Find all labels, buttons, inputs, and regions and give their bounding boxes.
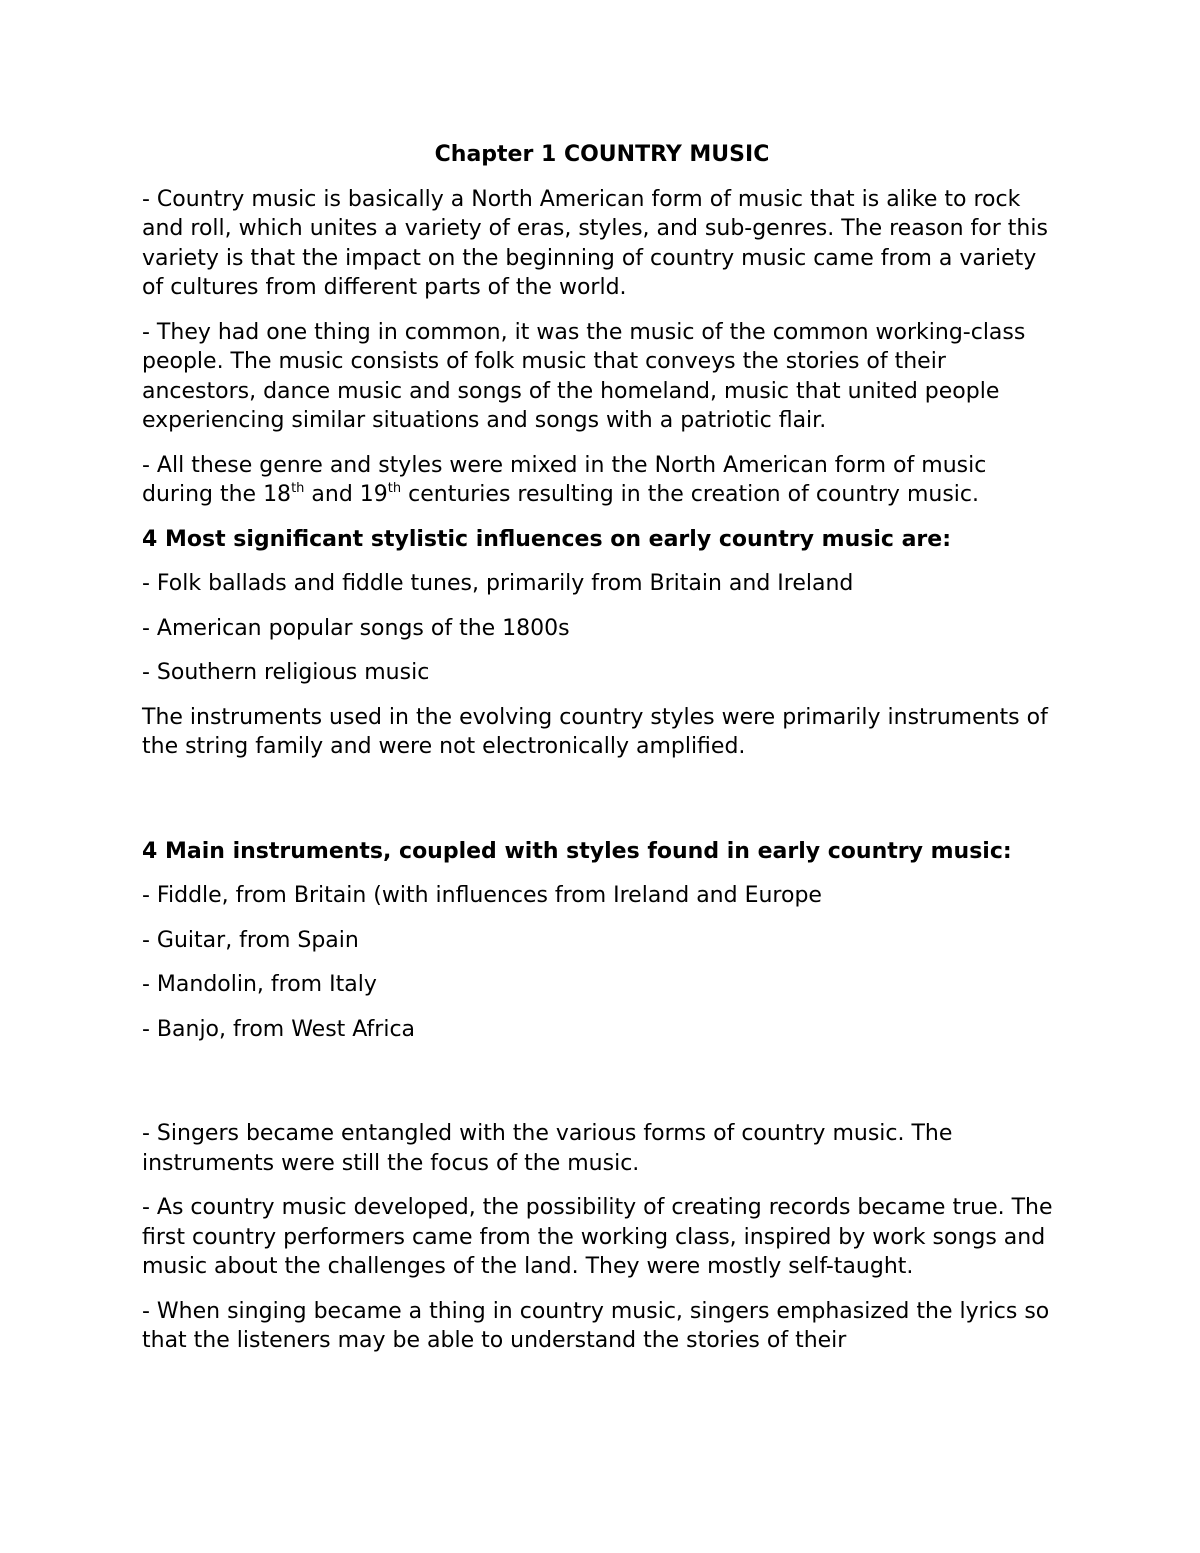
centuries-paragraph bbox=[142, 451, 1062, 510]
influence-item: - Folk ballads and fiddle tunes, primarily from Britain and Ireland bbox=[142, 571, 854, 596]
instrument-item: - Guitar, from Spain bbox=[142, 927, 359, 953]
influences-heading: 4 Most significant stylistic influences on early country music are: bbox=[142, 526, 951, 552]
chapter-title: Chapter 1 COUNTRY MUSIC bbox=[434, 142, 770, 167]
superscript-th-1: th bbox=[291, 481, 305, 496]
spacer bbox=[142, 777, 1062, 837]
intro-paragraph-1: - Country music is basically a North American form of music that is alike to rock and roll, which unites a variety of eras, styles, and sub-genres. The reason for this variety is that the impact on the beginning of country music came from a variety of cultures from different parts of the world. bbox=[142, 186, 1048, 300]
instruments-intro: The instruments used in the evolving country styles were primarily instruments of the string family and were not electronically amplified. bbox=[142, 704, 1048, 759]
instrument-item: - Mandolin, from Italy bbox=[142, 972, 377, 997]
closing-paragraph-2: - As country music developed, the possibility of creating records became true. The first country performers came from the working class, inspired by work songs and music about the challenges of the land. They were mostly self-taught. bbox=[142, 1195, 1053, 1279]
centuries-text-1: - All these genre and styles were mixed in the North American form of music during the 18 bbox=[142, 452, 987, 507]
closing-paragraph-1: - Singers became entangled with the various forms of country music. The instruments were still the focus of the music. bbox=[142, 1121, 953, 1176]
superscript-th-2: th bbox=[387, 481, 402, 496]
intro-paragraph-2: - They had one thing in common, it was the music of the common working-class people. The music consists of folk music that conveys the stories of their ancestors, dance music and songs of the homeland, music that united people experiencing similar situations and songs with a patriotic flair. bbox=[142, 319, 1026, 433]
instrument-item: - Banjo, from West Africa bbox=[142, 1016, 416, 1042]
centuries-text-3: centuries resulting in the creation of country music. bbox=[401, 482, 979, 507]
document-page bbox=[142, 140, 1062, 1371]
influence-item: - Southern religious music bbox=[142, 660, 430, 685]
instruments-heading: 4 Main instruments, coupled with styles found in early country music: bbox=[142, 838, 1012, 864]
influence-item: - American popular songs of the 1800s bbox=[142, 615, 570, 641]
spacer bbox=[142, 1059, 1062, 1119]
centuries-text-2: and 19 bbox=[304, 482, 388, 507]
instrument-item: - Fiddle, from Britain (with influences from Ireland and Europe bbox=[142, 883, 822, 908]
closing-paragraph-3: - When singing became a thing in country music, singers emphasized the lyrics so that the listeners may be able to understand the stories of their bbox=[142, 1298, 1050, 1353]
